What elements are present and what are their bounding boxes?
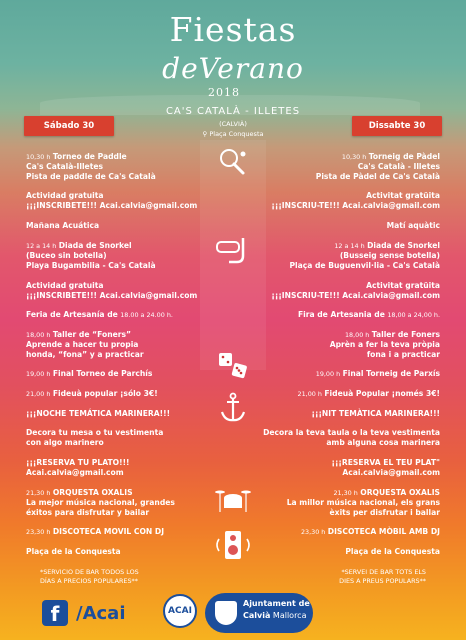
- right-orquesta-l2: La millor música nacional, els grans: [286, 498, 440, 507]
- left-orquesta-l2: La mejor música nacional, grandes: [26, 498, 175, 507]
- left-foners-l2: Aprende a hacer tu propia: [26, 340, 139, 349]
- title-de-verano: deVerano: [162, 52, 304, 85]
- council-shield-icon: [215, 601, 237, 625]
- right-plaza: Plaça de la Conquesta: [345, 547, 440, 556]
- municipality: (CALVIÀ): [219, 120, 247, 128]
- right-snorkel-place: Plaça de Buguenvil·lia - Ca's Català: [289, 261, 440, 270]
- left-paddle-title: 10,30 h Torneo de Paddle: [26, 152, 127, 161]
- left-orquesta-l3: éxitos para disfrutar y bailar: [26, 508, 150, 517]
- left-bar1: *SERVICIO DE BAR TODOS LOS: [40, 568, 139, 576]
- venue: ⚲ Plaça Conquesta: [202, 130, 264, 138]
- right-parchis: 19,00 h Final Torneig de Parxís: [315, 369, 440, 378]
- left-orquesta-title: 21,30 h ORQUESTA OXALIS: [26, 488, 133, 497]
- acai-logo: ACAI: [163, 594, 197, 628]
- left-free2: Actividad gratuita: [26, 281, 104, 290]
- right-free2: Activitat gratüita: [366, 281, 440, 290]
- right-snorkel-note: (Busseig sense botella): [339, 251, 440, 260]
- right-foners-l3: fona i a practicar: [366, 350, 440, 359]
- right-orquesta-title: 21,30 h ORQUESTA OXALIS: [333, 488, 440, 497]
- dice-icon: [213, 350, 253, 382]
- right-reserve-mail: Acai.calvia@gmail.com: [342, 468, 440, 477]
- council-line1: Ajuntament de: [243, 599, 310, 608]
- right-snorkel-title: 12 a 14 h Diada de Snorkel: [334, 241, 440, 250]
- right-paddle-venue: Pista de Pàdel de Ca's Català: [315, 172, 440, 181]
- left-decor1: Decora tu mesa o tu vestimenta: [26, 428, 164, 437]
- left-night: ¡¡¡NOCHE TEMÁTICA MARINERA!!!: [26, 409, 171, 418]
- right-free1: Activitat gratüita: [366, 191, 440, 200]
- left-aquatic: Mañana Acuática: [26, 221, 100, 230]
- right-paddle-place: Ca's Català - Illetes: [357, 162, 440, 171]
- facebook-icon[interactable]: f: [42, 600, 68, 626]
- right-paddle-title: 10,30 h Torneig de Pàdel: [341, 152, 440, 161]
- right-register1: ¡¡¡INSCRIU-TE!!! Acai.calvia@gmail.com: [271, 201, 440, 210]
- right-aquatic: Matí aquàtic: [386, 221, 440, 230]
- left-snorkel-place: Playa Bugambilia - Ca's Català: [26, 261, 156, 270]
- left-fideua: 21,00 h Fideuà popular ¡sólo 3€!: [26, 389, 158, 398]
- left-paddle-venue: Pista de paddle de Ca's Català: [26, 172, 156, 181]
- left-reserve-mail: Acai.calvia@gmail.com: [26, 468, 124, 477]
- right-decor1: Decora la teva taula o la teva vestimenta: [263, 428, 440, 437]
- calvia-council-logo: [205, 593, 313, 633]
- left-disco: 23,30 h DISCOTECA MOVIL CON DJ: [26, 527, 165, 536]
- title-year: 2018: [208, 86, 240, 99]
- right-bar1: *SERVEI DE BAR TOTS ELS: [341, 568, 426, 576]
- left-parchis: 19,00 h Final Torneo de Parchís: [26, 369, 153, 378]
- right-night: ¡¡¡NIT TEMÀTICA MARINERA!!!: [311, 409, 440, 418]
- left-foners-title: 18,00 h Taller de “Foners”: [26, 330, 132, 339]
- snorkel-icon: [213, 234, 253, 266]
- left-fair: Feria de Artesanía de 18.00 a 24.00 h.: [26, 310, 173, 319]
- location-title: CA'S CATALÀ - ILLETES: [165, 106, 301, 117]
- paddle-icon: [213, 146, 253, 178]
- anchor-icon: [213, 392, 253, 424]
- left-paddle-place: Ca's Català-Illetes: [26, 162, 103, 171]
- left-bar2: DÍAS A PRECIOS POPULARES**: [40, 577, 138, 585]
- left-decor2: con algo marinero: [26, 438, 104, 447]
- right-fair: Fira de Artesania de 18,00 a 24,00 h.: [297, 310, 440, 319]
- right-foners-l2: Aprèn a fer la teva pròpia: [329, 340, 440, 349]
- left-free1: Actividad gratuita: [26, 191, 104, 200]
- day-header-left: Sábado 30: [24, 116, 114, 136]
- speaker-icon: [213, 529, 253, 561]
- right-fideua: 21,00 h Fideuà Popular ¡només 3€!: [297, 389, 440, 398]
- right-orquesta-l3: èxits per disfrutar i ballar: [329, 508, 440, 517]
- left-plaza: Plaça de la Conquesta: [26, 547, 121, 556]
- drums-icon: [213, 484, 253, 516]
- right-bar2: DIES A PREUS POPULARS**: [339, 577, 426, 585]
- right-decor2: amb alguna cosa marinera: [326, 438, 440, 447]
- social-handle[interactable]: /Acai: [76, 603, 126, 624]
- right-disco: 23,30 h DISCOTECA MÒBIL AMB DJ: [300, 527, 440, 536]
- council-line2: Calvià Mallorca: [243, 611, 307, 620]
- right-register2: ¡¡¡INSCRIU-TE!!! Acai.calvia@gmail.com: [271, 291, 440, 300]
- left-foners-l3: honda, “fona” y a practicar: [26, 350, 144, 359]
- day-header-right: Dissabte 30: [352, 116, 442, 136]
- right-foners-title: 18,00 h Taller de Foners: [344, 330, 440, 339]
- left-reserve: ¡¡¡RESERVA TU PLATO!!!: [26, 458, 130, 467]
- pin-icon: ⚲: [202, 130, 210, 138]
- left-snorkel-title: 12 a 14 h Diada de Snorkel: [26, 241, 132, 250]
- left-snorkel-note: (Buceo sin botella): [26, 251, 107, 260]
- right-reserve: ¡¡¡RESERVA EL TEU PLAT": [331, 458, 440, 467]
- left-register1: ¡¡¡INSCRIBETE!!! Acai.calvia@gmail.com: [26, 201, 198, 210]
- left-register2: ¡¡¡INSCRIBETE!!! Acai.calvia@gmail.com: [26, 291, 198, 300]
- title-fiestas: Fiestas: [169, 10, 297, 49]
